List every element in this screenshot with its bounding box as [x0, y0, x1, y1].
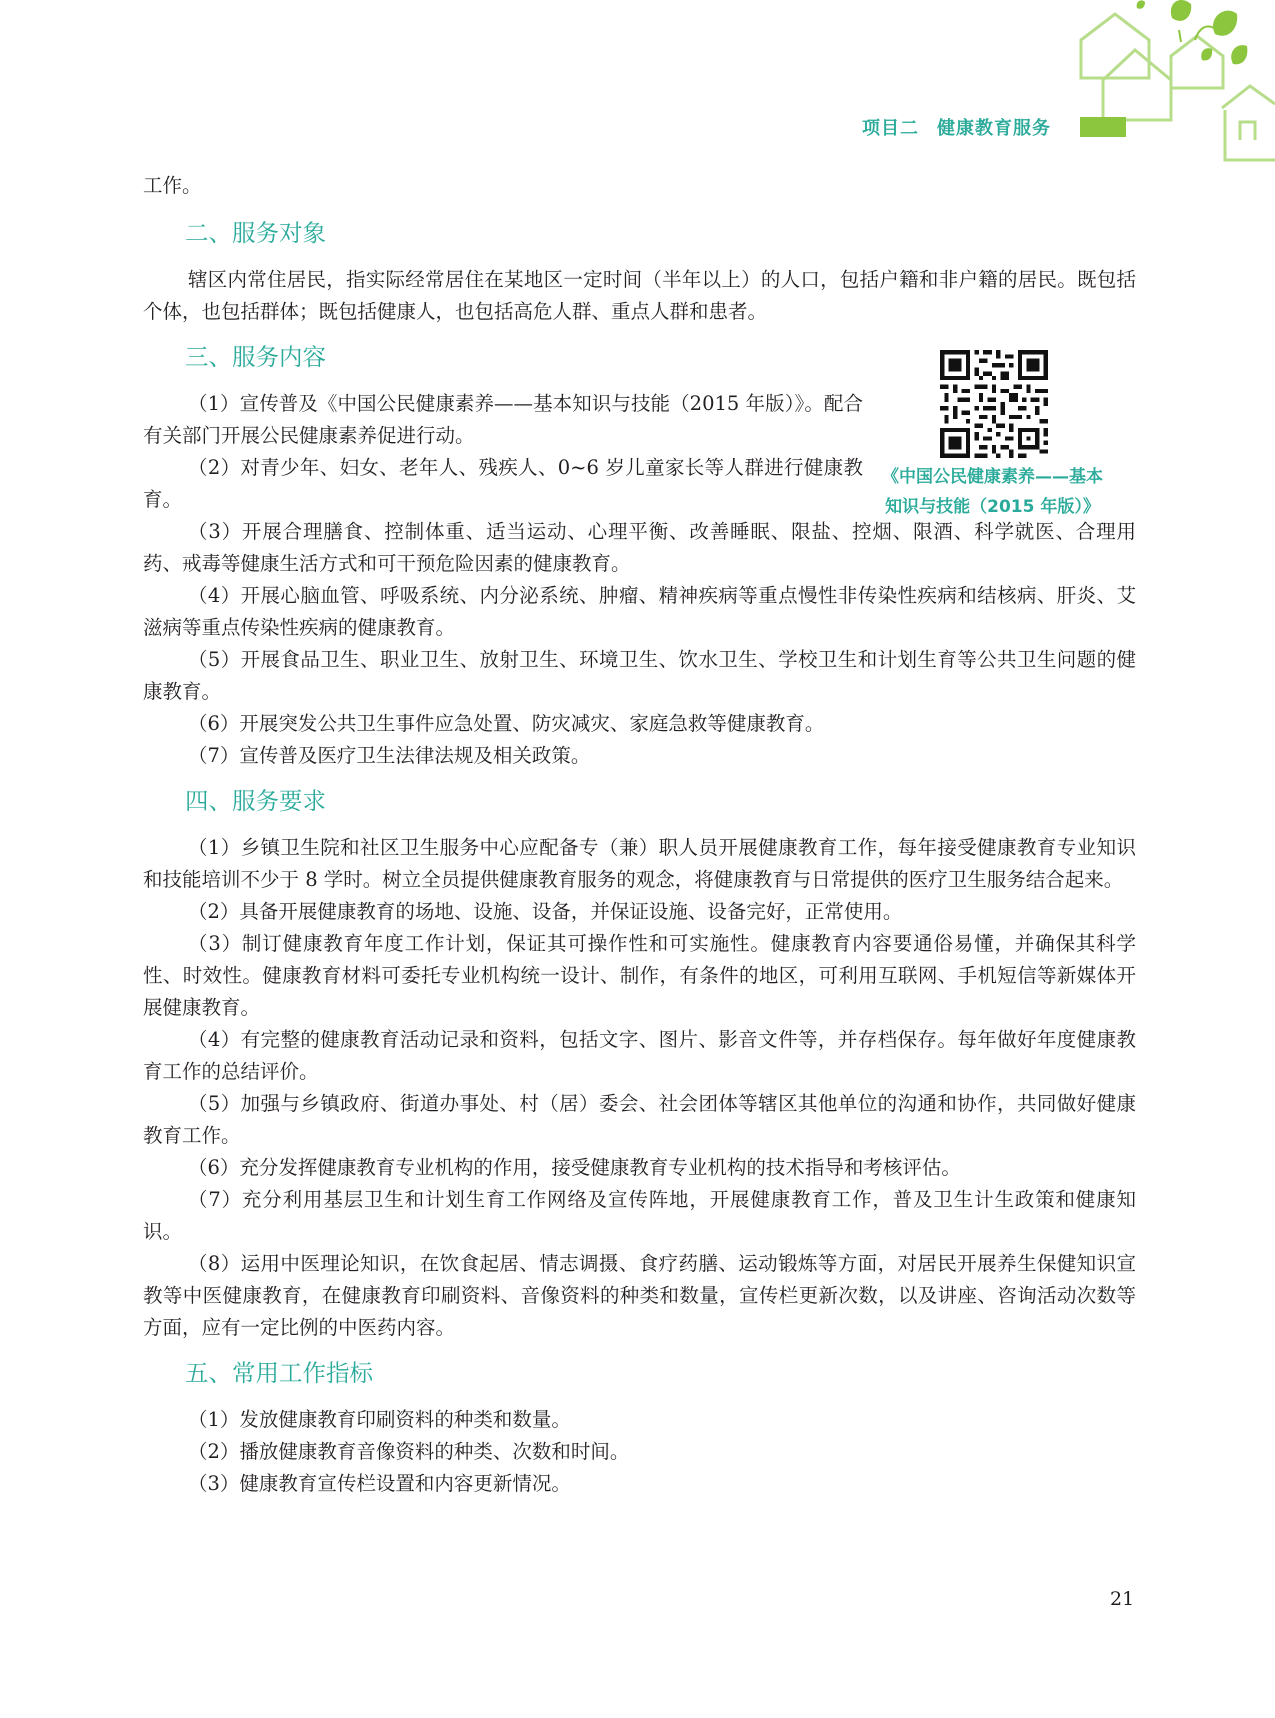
heading-service-target: 二、服务对象	[185, 219, 326, 247]
running-head	[862, 114, 1051, 140]
requirement-item: （3）制订健康教育年度工作计划，保证其可操作性和可实施性。健康教育内容要通俗易懂，并确保其科学性、时效性。健康教育材料可委托专业机构统一设计、制作，有条件的地区，可利用互联网、手机短信等新媒体开展健康教育。	[143, 932, 1136, 1019]
requirement-item: （2）具备开展健康教育的场地、设施、设备，并保证设施、设备完好，正常使用。	[188, 900, 903, 923]
qr-code-icon[interactable]	[940, 350, 1048, 458]
running-head-project: 项目二	[862, 118, 919, 139]
heading-work-indicators: 五、常用工作指标	[185, 1359, 373, 1387]
heading-service-requirements: 四、服务要求	[185, 787, 326, 815]
content-item: （1）宣传普及《中国公民健康素养——基本知识与技能（2015 年版）》。配合有关部门开展公民健康素养促进行动。	[143, 392, 863, 447]
content-item: （2）对青少年、妇女、老年人、残疾人、0~6 岁儿童家长等人群进行健康教育。	[143, 456, 863, 511]
requirement-item: （6）充分发挥健康教育专业机构的作用，接受健康教育专业机构的技术指导和考核评估。	[188, 1156, 961, 1179]
page-number: 21	[1110, 1588, 1135, 1610]
content-item: （5）开展食品卫生、职业卫生、放射卫生、环境卫生、饮水卫生、学校卫生和计划生育等公共卫生问题的健康教育。	[143, 648, 1136, 703]
content-item: （3）开展合理膳食、控制体重、适当运动、心理平衡、改善睡眠、限盐、控烟、限酒、科学就医、合理用药、戒毒等健康生活方式和可干预危险因素的健康教育。	[143, 520, 1136, 575]
indicator-item: （1）发放健康教育印刷资料的种类和数量。	[188, 1408, 571, 1431]
requirement-item: （5）加强与乡镇政府、街道办事处、村（居）委会、社会团体等辖区其他单位的沟通和协作，共同做好健康教育工作。	[143, 1092, 1136, 1147]
content-item: （4）开展心脑血管、呼吸系统、内分泌系统、肿瘤、精神疾病等重点慢性非传染性疾病和结核病、肝炎、艾滋病等重点传染性疾病的健康教育。	[143, 584, 1136, 639]
qr-caption	[860, 462, 1125, 522]
requirement-item: （8）运用中医理论知识，在饮食起居、情志调摄、食疗药膳、运动锻炼等方面，对居民开展养生保健知识宣教等中医健康教育，在健康教育印刷资料、音像资料的种类和数量，宣传栏更新次数，以及讲座、咨询活动次数等方面，应有一定比例的中医药内容。	[143, 1252, 1136, 1339]
indicator-item: （3）健康教育宣传栏设置和内容更新情况。	[188, 1472, 571, 1495]
qr-caption-line1: 《中国公民健康素养——基本	[882, 467, 1103, 487]
content-item: （6）开展突发公共卫生事件应急处置、防灾减灾、家庭急救等健康教育。	[188, 712, 825, 735]
running-head-title: 健康教育服务	[937, 118, 1051, 139]
paragraph-service-target: 辖区内常住居民，指实际经常居住在某地区一定时间（半年以上）的人口，包括户籍和非户籍的居民。既包括个体，也包括群体；既包括健康人，也包括高危人群、重点人群和患者。	[143, 268, 1136, 323]
requirement-item: （1）乡镇卫生院和社区卫生服务中心应配备专（兼）职人员开展健康教育工作，每年接受健康教育专业知识和技能培训不少于 8 学时。树立全员提供健康教育服务的观念，将健康教育与日常提供的医疗卫生服务结合起来。	[143, 836, 1136, 891]
indicator-item: （2）播放健康教育音像资料的种类、次数和时间。	[188, 1440, 630, 1463]
requirement-item: （4）有完整的健康教育活动记录和资料，包括文字、图片、影音文件等，并存档保存。每年做好年度健康教育工作的总结评价。	[143, 1028, 1136, 1083]
requirement-item: （7）充分利用基层卫生和计划生育工作网络及宣传阵地，开展健康教育工作，普及卫生计生政策和健康知识。	[143, 1188, 1136, 1243]
header-accent-bar	[1080, 117, 1126, 137]
lead-in-text: 工作。	[143, 174, 202, 197]
qr-caption-line2: 知识与技能（2015 年版）》	[885, 497, 1100, 517]
content-item: （7）宣传普及医疗卫生法律法规及相关政策。	[188, 744, 591, 767]
heading-service-content: 三、服务内容	[185, 343, 326, 371]
house-leaf-decoration	[1075, 0, 1275, 175]
